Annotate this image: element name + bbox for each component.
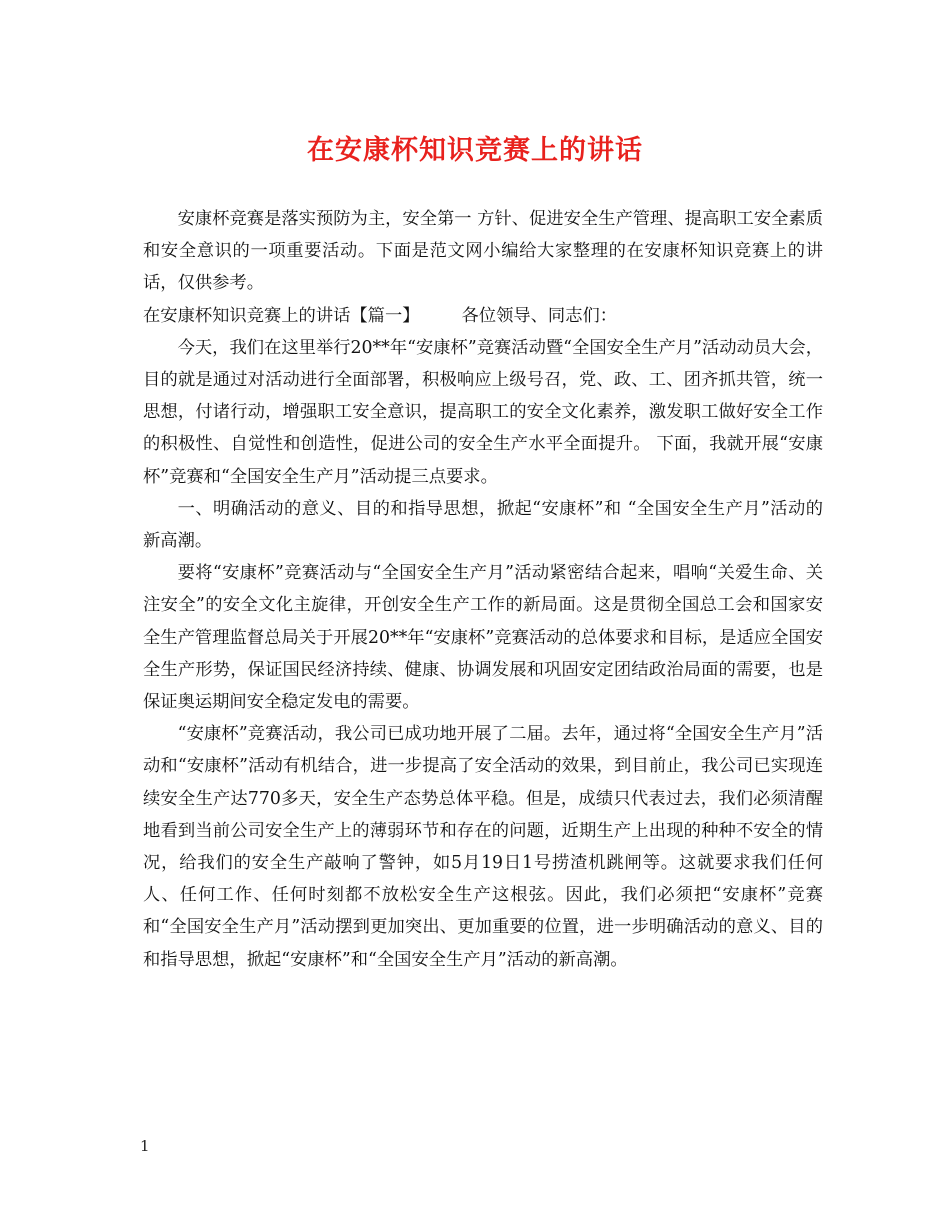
section-heading: 在安康杯知识竞赛上的讲话【篇一】 [143, 305, 420, 326]
document-title: 在安康杯知识竞赛上的讲话 [307, 135, 643, 166]
paragraph-point-one: 一、明确活动的意义、目的和指导思想，掀起“安康杯”和 “全国安全生产月”活动的新高潮。 [143, 498, 823, 552]
paragraph-combine-activities: 要将“安康杯”竞赛活动与“全国安全生产月”活动紧密结合起来，唱响“关爱生命、关注安全”的安全文化主旋律，开创安全生产工作的新局面。这是贯彻全国总工会和国家安全生产管理监督总局关于开展20**年“安康杯”竞赛活动的总体要求和目标，是适应全国安全生产形势，保证国民经济持续、健康、协调发展和巩固安定团结政治局面的需要，也是保证奥运期间安全稳定发电的需要。 [143, 563, 823, 713]
document-body [143, 203, 823, 976]
paragraph-opening: 今天，我们在这里举行20**年“安康杯”竞赛活动暨“全国安全生产月”活动动员大会，目的就是通过对活动进行全面部署，积极响应上级号召，党、政、工、团齐抓共管，统一思想，付诸行动，增强职工安全意识，提高职工的安全文化素养，激发职工做好安全工作的积极性、自觉性和创造性，促进公司的安全生产水平全面提升。 下面，我就开展“安康杯”竞赛和“全国安全生产月”活动提三点要求。 [143, 337, 823, 487]
paragraph-intro: 安康杯竞赛是落实预防为主，安全第一 方针、促进安全生产管理、提高职工安全素质和安全意识的一项重要活动。下面是范文网小编给大家整理的在安康杯知识竞赛上的讲话，仅供参考。 [143, 209, 823, 294]
paragraph-heading-greeting [143, 300, 823, 332]
greeting: 各位领导、同志们： [461, 305, 618, 326]
paragraph-history: “安康杯”竞赛活动，我公司已成功地开展了二届。去年，通过将“全国安全生产月”活动和“安康杯”活动有机结合，进一步提高了安全活动的效果，到目前止，我公司已实现连续安全生产达770多天，安全生产态势总体平稳。但是，成绩只代表过去，我们必须清醒地看到当前公司安全生产上的薄弱环节和存在的问题，近期生产上出现的种种不安全的情况，给我们的安全生产敲响了警钟，如5月19日1号捞渣机跳闸等。这就要求我们任何人、任何工作、任何时刻都不放松安全生产这根弦。因此，我们必须把“安康杯”竞赛和“全国安全生产月”活动摆到更加突出、更加重要的位置，进一步明确活动的意义、目的和指导思想，掀起“安康杯”和“全国安全生产月”活动的新高潮。 [143, 724, 823, 970]
page-number: 1 [140, 1137, 150, 1155]
